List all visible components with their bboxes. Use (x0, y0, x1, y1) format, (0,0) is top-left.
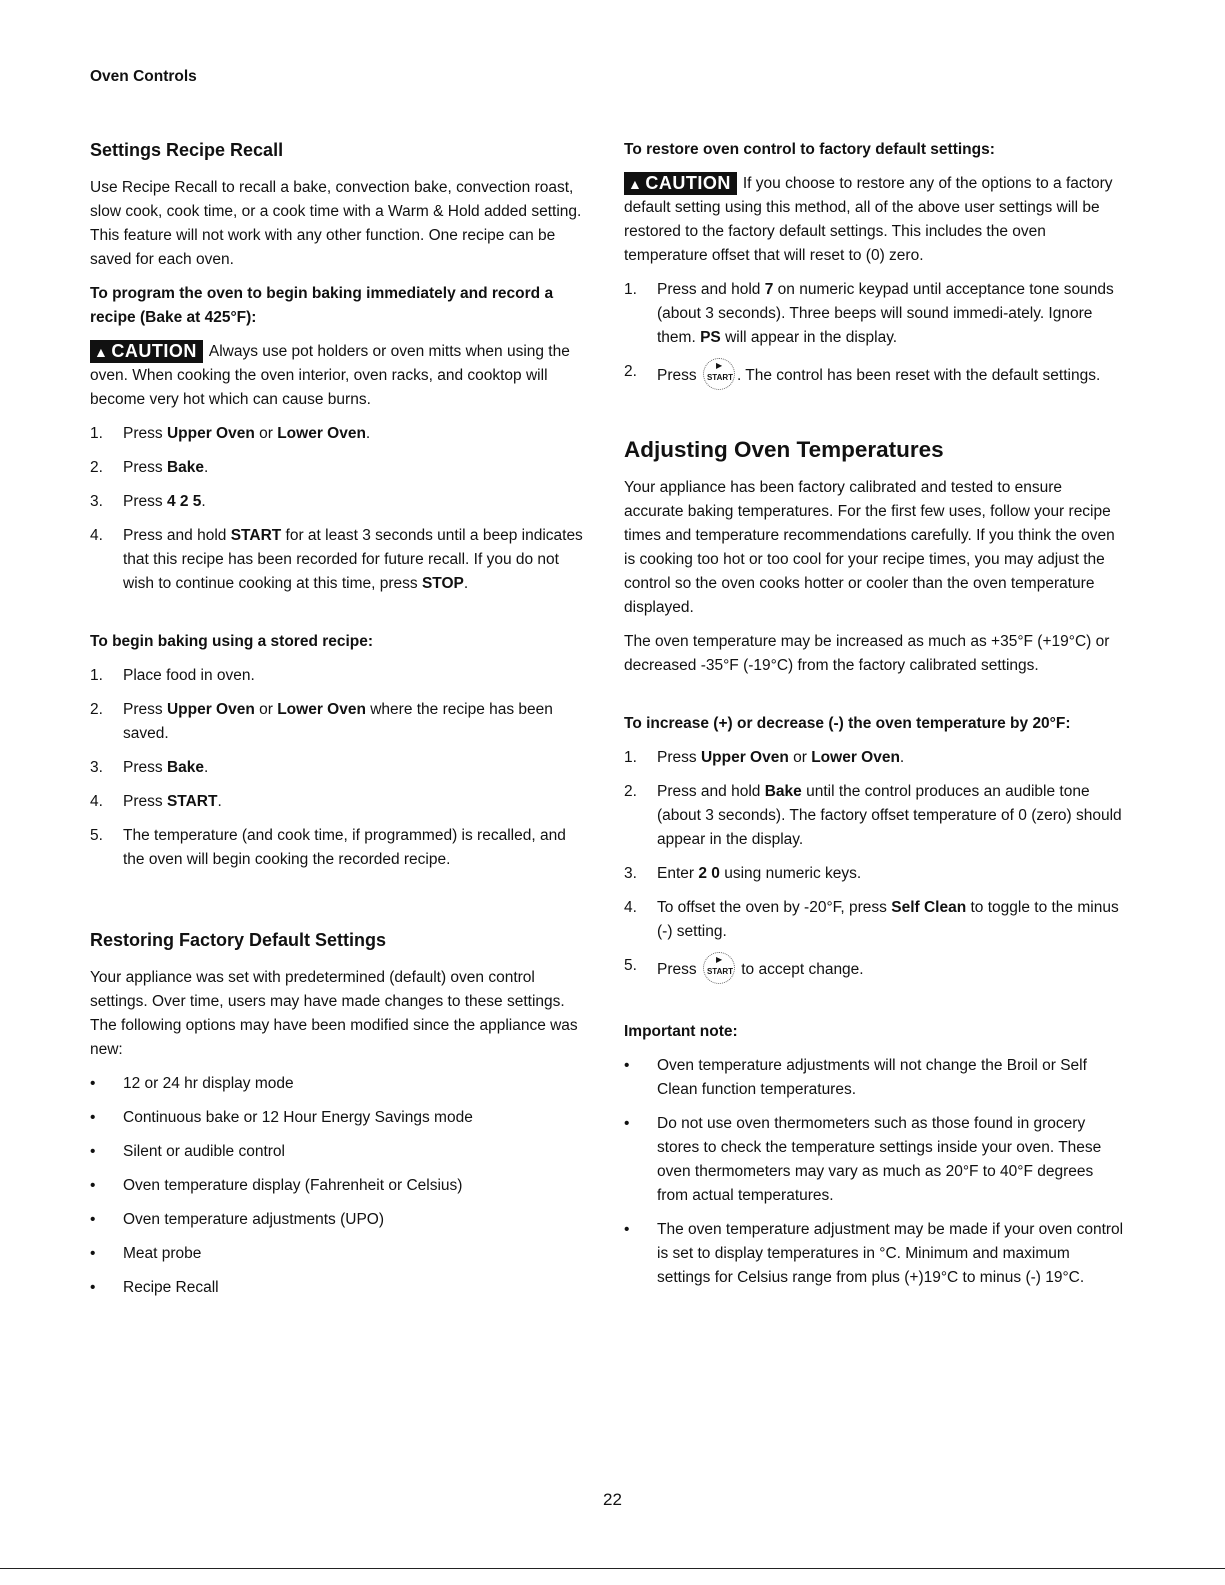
list-item-text: Recipe Recall (123, 1279, 219, 1296)
list-item (624, 896, 1124, 944)
warning-icon: ▲ (94, 344, 109, 360)
step-key: Self Clean (891, 899, 967, 916)
step-number: 1. (624, 281, 637, 298)
caution-label: CAUTION (111, 341, 197, 361)
step-text: To offset the oven by -20°F, press (657, 899, 892, 916)
caution-badge (624, 172, 737, 195)
step-key: STOP (421, 575, 464, 592)
factory-defaults-intro: Your appliance was set with predetermined (default) oven control settings. Over time, users may have made changes to these settings. The following options may have been modified since the appliance was new: (90, 969, 578, 1058)
step-key: Lower Oven (277, 425, 366, 442)
step-text: where the recipe has been saved. (123, 701, 553, 742)
list-item-text: The oven temperature adjustment may be made if your oven control is set to display temperatures in °C. Minimum and maximum settings for Celsius range from plus (+)19°C to minus (-) 19°C. (657, 1221, 1124, 1286)
step-text: Enter (657, 865, 699, 882)
start-key-label: START (706, 373, 734, 382)
step-text: Press and hold (657, 783, 765, 800)
step-key: Bake (166, 759, 204, 776)
step-key: Lower Oven (277, 701, 366, 718)
list-item-text: Oven temperature display (Fahrenheit or Celsius) (123, 1177, 463, 1194)
step-text: for at least 3 seconds until a beep indicates that this recipe has been recorded for future recall. If you do not wish to continue cooking at this time, press (123, 527, 583, 592)
adjust-steps (624, 746, 1124, 986)
restore-heading: To restore oven control to factory default settings: (624, 141, 995, 158)
step-number: 5. (90, 827, 103, 844)
step-number: 3. (624, 865, 637, 882)
step-key: Bake (166, 459, 204, 476)
step-text: until the control produces an audible tone (about 3 seconds). The factory offset temperature of 0 (zero) should appear in the display. (657, 783, 1122, 848)
step-text: to accept change. (736, 961, 864, 979)
step-key: Upper Oven (700, 749, 789, 766)
section-header: Oven Controls (90, 68, 197, 85)
step-key: Lower Oven (811, 749, 900, 766)
list-item: • Recipe Recall (90, 1279, 219, 1296)
step-text: or (788, 749, 812, 766)
step-number: 2. (90, 459, 103, 476)
step-number: 3. (90, 493, 103, 510)
caution-badge (90, 340, 203, 363)
list-item-text: Continuous bake or 12 Hour Energy Savings mode (123, 1109, 473, 1126)
start-key-icon (703, 952, 735, 984)
list-item (624, 780, 1124, 852)
caution-text: Always use pot holders or oven mitts when using the oven. When cooking the oven interior, oven racks, and cooktop will become very hot which can cause burns. (90, 343, 570, 408)
step-number: 4. (624, 899, 637, 916)
step-number: 3. (90, 759, 103, 776)
list-item (624, 954, 1124, 986)
modified-options-list (90, 1072, 588, 1300)
step-text: Press (123, 459, 167, 476)
list-item-text: Do not use oven thermometers such as those found in grocery stores to check the temperature settings inside your oven. These oven thermometers may vary as much as 20°F to 40°F degrees from actual temperatures. (657, 1115, 1102, 1204)
list-item (90, 456, 588, 480)
warning-icon: ▲ (628, 176, 643, 192)
step-key: 7 (764, 281, 774, 298)
start-key-label: START (706, 967, 734, 976)
list-item-text: 12 or 24 hr display mode (123, 1075, 294, 1092)
step-text: . (217, 793, 222, 810)
program-heading: To program the oven to begin baking immediately and record a recipe (Bake at 425°F): (90, 285, 554, 326)
start-key-icon (703, 358, 735, 390)
list-item (90, 824, 588, 872)
step-text: Press (123, 493, 167, 510)
step-text: . (365, 425, 371, 442)
right-column (624, 138, 1124, 1300)
step-number: 4. (90, 793, 103, 810)
step-number: 5. (624, 957, 637, 974)
step-text: Press (123, 701, 167, 718)
program-steps (90, 422, 588, 596)
list-item: • Silent or audible control (90, 1143, 285, 1160)
step-text: Press (123, 793, 167, 810)
page-number: 22 (603, 1490, 622, 1509)
step-text: on numeric keypad until acceptance tone sounds (about 3 seconds). Three beeps will sound immedi-ately. Ignore them. (657, 281, 1114, 346)
play-icon: ▶ (715, 955, 723, 964)
step-text: or (254, 425, 278, 442)
list-item (90, 790, 588, 814)
step-number: 1. (90, 667, 103, 684)
list-item-text: Oven temperature adjustments (UPO) (123, 1211, 385, 1228)
adjusting-p1: Your appliance has been factory calibrated and tested to ensure accurate baking temperatures. For the first few uses, follow your recipe times and temperature recommendations carefully. If you think the oven is cooking too hot or too cool for your recipe times, you may adjust the control so the oven cooks hotter or cooler than the oven temperature displayed. (624, 479, 1115, 616)
caution-paragraph (90, 340, 588, 412)
step-key: START (230, 527, 282, 544)
list-item: • Continuous bake or 12 Hour Energy Savings mode (90, 1109, 473, 1126)
step-key: Bake (764, 783, 802, 800)
list-item-text: Silent or audible control (123, 1143, 285, 1160)
list-item (90, 490, 588, 514)
step-text: . (201, 493, 206, 510)
stored-heading: To begin baking using a stored recipe: (90, 633, 374, 650)
list-item-text: Oven temperature adjustments will not change the Broil or Self Clean function temperatures. (657, 1057, 1087, 1098)
list-item: • 12 or 24 hr display mode (90, 1075, 294, 1092)
step-key: 4 2 5 (166, 493, 202, 510)
list-item (90, 524, 588, 596)
step-number: 4. (90, 527, 103, 544)
recipe-recall-intro: Use Recipe Recall to recall a bake, convection bake, convection roast, slow cook, cook time, or a cook time with a Warm & Hold added setting. This feature will not work with any other function. One recipe can be saved for each oven. (90, 179, 582, 268)
step-text: Press and hold (657, 281, 765, 298)
adjusting-title: Adjusting Oven Temperatures (624, 437, 944, 462)
list-item (90, 422, 588, 446)
bottom-rule (0, 1568, 1225, 1569)
step-text: to toggle to the minus (-) setting. (657, 899, 1119, 940)
play-icon: ▶ (715, 361, 723, 370)
step-key: PS (700, 329, 721, 346)
step-text: Place food in oven. (123, 667, 255, 684)
step-text: Press (657, 749, 701, 766)
restore-caution-paragraph (624, 172, 1124, 268)
step-text: using numeric keys. (719, 865, 862, 882)
step-text: Press (123, 759, 167, 776)
restore-steps (624, 278, 1124, 392)
list-item (624, 360, 1124, 392)
step-key: Upper Oven (166, 425, 255, 442)
step-text: or (254, 701, 278, 718)
adjusting-p2: The oven temperature may be increased as much as +35°F (+19°C) or decreased -35°F (-19°C) from the factory calibrated settings. (624, 633, 1110, 674)
step-number: 2. (624, 363, 637, 380)
step-text: will appear in the display. (720, 329, 898, 346)
step-key: 2 0 (698, 865, 720, 882)
step-number: 1. (90, 425, 103, 442)
factory-defaults-title: Restoring Factory Default Settings (90, 930, 387, 950)
list-item (624, 862, 1124, 886)
left-column (90, 138, 588, 1310)
caution-text: If you choose to restore any of the options to a factory default setting using this method, all of the above user settings will be restored to the factory default settings. This includes the oven temperature offset that will reset to (0) zero. (624, 175, 1113, 264)
important-note-heading: Important note: (624, 1023, 738, 1040)
list-item: • The oven temperature adjustment may be made if your oven control is set to display temperatures in °C. Minimum and maximum settings for Celsius range from plus (+)19°C to minus (-) 19°C. (624, 1221, 1124, 1286)
step-number: 2. (90, 701, 103, 718)
recipe-recall-title: Settings Recipe Recall (90, 140, 284, 160)
list-item: • Do not use oven thermometers such as those found in grocery stores to check the temperature settings inside your oven. These oven thermometers may vary as much as 20°F to 40°F degrees from actual temperatures. (624, 1115, 1102, 1204)
step-text: Press (657, 367, 701, 385)
list-item (90, 756, 588, 780)
step-text: Press (657, 961, 701, 979)
list-item: • Meat probe (90, 1245, 202, 1262)
list-item (90, 664, 588, 688)
list-item (90, 698, 588, 746)
step-text: . (204, 459, 209, 476)
list-item (624, 746, 1124, 770)
list-item: • Oven temperature adjustments (UPO) (90, 1211, 385, 1228)
step-text: Press (123, 425, 167, 442)
step-text: . (463, 575, 469, 592)
step-text: Press and hold (123, 527, 231, 544)
step-key: Upper Oven (166, 701, 255, 718)
step-text: . The control has been reset with the default settings. (736, 367, 1101, 385)
increase-heading: To increase (+) or decrease (-) the oven temperature by 20°F: (624, 715, 1071, 732)
list-item: • Oven temperature display (Fahrenheit or Celsius) (90, 1177, 463, 1194)
step-number: 2. (624, 783, 637, 800)
step-number: 1. (624, 749, 637, 766)
list-item (624, 278, 1124, 350)
caution-label: CAUTION (645, 173, 731, 193)
list-item-text: Meat probe (123, 1245, 202, 1262)
step-key: START (166, 793, 218, 810)
list-item: • Oven temperature adjustments will not change the Broil or Self Clean function temperatures. (624, 1057, 1087, 1098)
stored-steps (90, 664, 588, 872)
step-text: . (204, 759, 209, 776)
step-text: . (899, 749, 905, 766)
step-text: The temperature (and cook time, if programmed) is recalled, and the oven will begin cooking the recorded recipe. (123, 827, 566, 868)
important-notes-list (624, 1054, 1124, 1290)
